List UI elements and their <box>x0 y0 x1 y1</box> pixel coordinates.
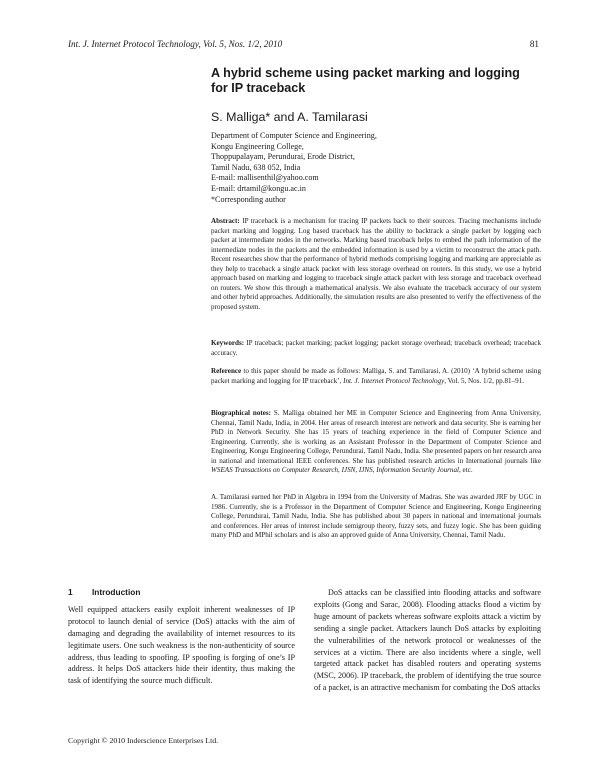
affiliation-line: Kongu Engineering College, <box>211 141 304 151</box>
section-title: Introduction <box>92 587 141 597</box>
affiliation <box>211 131 541 205</box>
affiliation-line: Tamil Nadu, 638 052, India <box>211 162 301 172</box>
section-heading <box>68 587 295 599</box>
bio-label: Biographical notes: <box>211 409 272 417</box>
copyright-footer: Copyright © 2010 Inderscience Enterprises Ltd. <box>68 736 219 745</box>
reference-text: to this paper should be made as follows: Malliga, S. and Tamilarasi, A. (2010) ‘A hybrid scheme using packet marking and logging for IP traceback’, <box>211 367 541 385</box>
abstract <box>211 217 541 312</box>
email-line: E-mail: drtamil@kongu.ac.in <box>211 183 306 193</box>
reference-journal: Int. J. Internet Protocol Technology <box>343 376 445 385</box>
intro-paragraph-1: Well equipped attackers easily exploit inherent weaknesses of IP protocol to launch denial of service (DoS) attacks with the aim of damaging and degrading the availability of internet resources to its legitimate users. One such weakness is the non-authenticity of source address, thus leading to spoofing. IP spoofing is forging of one’s IP address. It helps DoS attackers hide their identity, thus making the task of identifying the source much difficult. <box>68 604 295 686</box>
abstract-text: IP traceback is a mechanism for tracing IP packets back to their sources. Tracing mechanisms include packet marking and logging. Log based traceback has the ability to backtrack a single packet by logging each packet at intermediate nodes in the networks. Marking based traceback helps to embed the path information of the intermediate nodes in the packets and the embedded information is used by a victim to reconstruct the attack path. Recent researches show that the performance of hybrid methods comprising logging and marking are appreciable as they help to traceback a single attack packet with less storage overhead on routers. In this study, we use a hybrid approach based on marking and logging to traceback single attack packet with less storage and traceback overhead on routers. We show this through a mathematical analysis. We also evaluate the traceback accuracy of our system and other hybrid approaches. Additionally, the simulation results are also presented to verify the effectiveness of the proposed system. <box>211 217 541 311</box>
keywords-label: Keywords: <box>211 339 245 347</box>
page-number: 81 <box>529 39 539 49</box>
biographical-notes-tamilarasi: A. Tamilarasi earned her PhD in Algebra in 1994 from the University of Madras. She was awarded JRF by UGC in 1986. Currently, she is a Professor in the Department of Computer Science and Engineering, Kongu Engineering College, Perundurai, Tamil Nadu, India. She has published about 30 papers in national and international journals and conferences. Her areas of interest include semigroup theory, fuzzy sets, and fuzzy logic. She has been guiding many PhD and MPhil scholars and is also an approved guide of Anna University, Chennai, Tamil Nadu. <box>211 493 541 540</box>
title-line-1: A hybrid scheme using packet marking and logging <box>211 66 520 80</box>
journal-citation: Int. J. Internet Protocol Technology, Vol. 5, Nos. 1/2, 2010 <box>68 39 283 49</box>
affiliation-line: Thoppupalayam, Perundurai, Erode District, <box>211 152 355 162</box>
affiliation-line: Department of Computer Science and Engineering, <box>211 131 377 140</box>
keywords <box>211 339 541 358</box>
right-column <box>314 587 541 694</box>
abstract-label: Abstract: <box>211 217 240 225</box>
bio-text: S. Malliga obtained her ME in Computer Science and Engineering from Anna University, Chennai, Tamil Nadu, India, in 2004. Her areas of research interest are network and data security. She is earning her PhD in Network Security. She has 15 years of teaching experience in the field of Computer Science and Engineering. Currently, she is working as an Assistant Professor in the Department of Computer Science and Engineering, Kongu Engineering College, Perundurai, Tamil Nadu, India. She presented papers on her research area in national and international IEEE conferences. She has published research articles in International journals like <box>211 409 542 465</box>
corresponding-author-note: *Corresponding author <box>211 194 286 204</box>
title-line-2: for IP traceback <box>211 81 306 95</box>
bio-text-end: , etc. <box>459 466 473 475</box>
running-header <box>68 39 539 49</box>
keywords-text: IP traceback; packet marking; packet logging; packet storage overhead; traceback overhead; traceback accuracy. <box>211 339 541 357</box>
reference-volume: , Vol. 5, Nos. 1/2, pp.81–91. <box>444 376 525 385</box>
article-title <box>211 66 541 96</box>
authors: S. Malliga* and A. Tamilarasi <box>211 110 368 124</box>
left-column <box>68 587 295 687</box>
bio-journals: WSEAS Transactions on Computer Research, IJSN, IJNS, Information Security Journal <box>211 466 459 475</box>
reference-label: Reference <box>211 367 242 375</box>
intro-paragraph-2: DoS attacks can be classified into flooding attacks and software exploits (Gong and Sarac, 2008). Flooding attacks flood a victim by huge amount of packets whereas software exploits attack a victim by sending a single packet. Attackers launch DoS attacks by exploiting the vulnerabilities of the network protocol or weaknesses of the services at a victim. There are also incidents where a single, well targeted attack packet has disabled routers and operating systems (MSC, 2006). IP traceback, the problem of identifying the true source of a packet, is an attractive mechanism for combating the DoS attacks <box>314 588 541 693</box>
citation-reference <box>211 367 541 386</box>
section-number: 1 <box>68 587 73 597</box>
biographical-notes-malliga <box>211 409 541 476</box>
email-line: E-mail: mallisenthil@yahoo.com <box>211 173 319 183</box>
